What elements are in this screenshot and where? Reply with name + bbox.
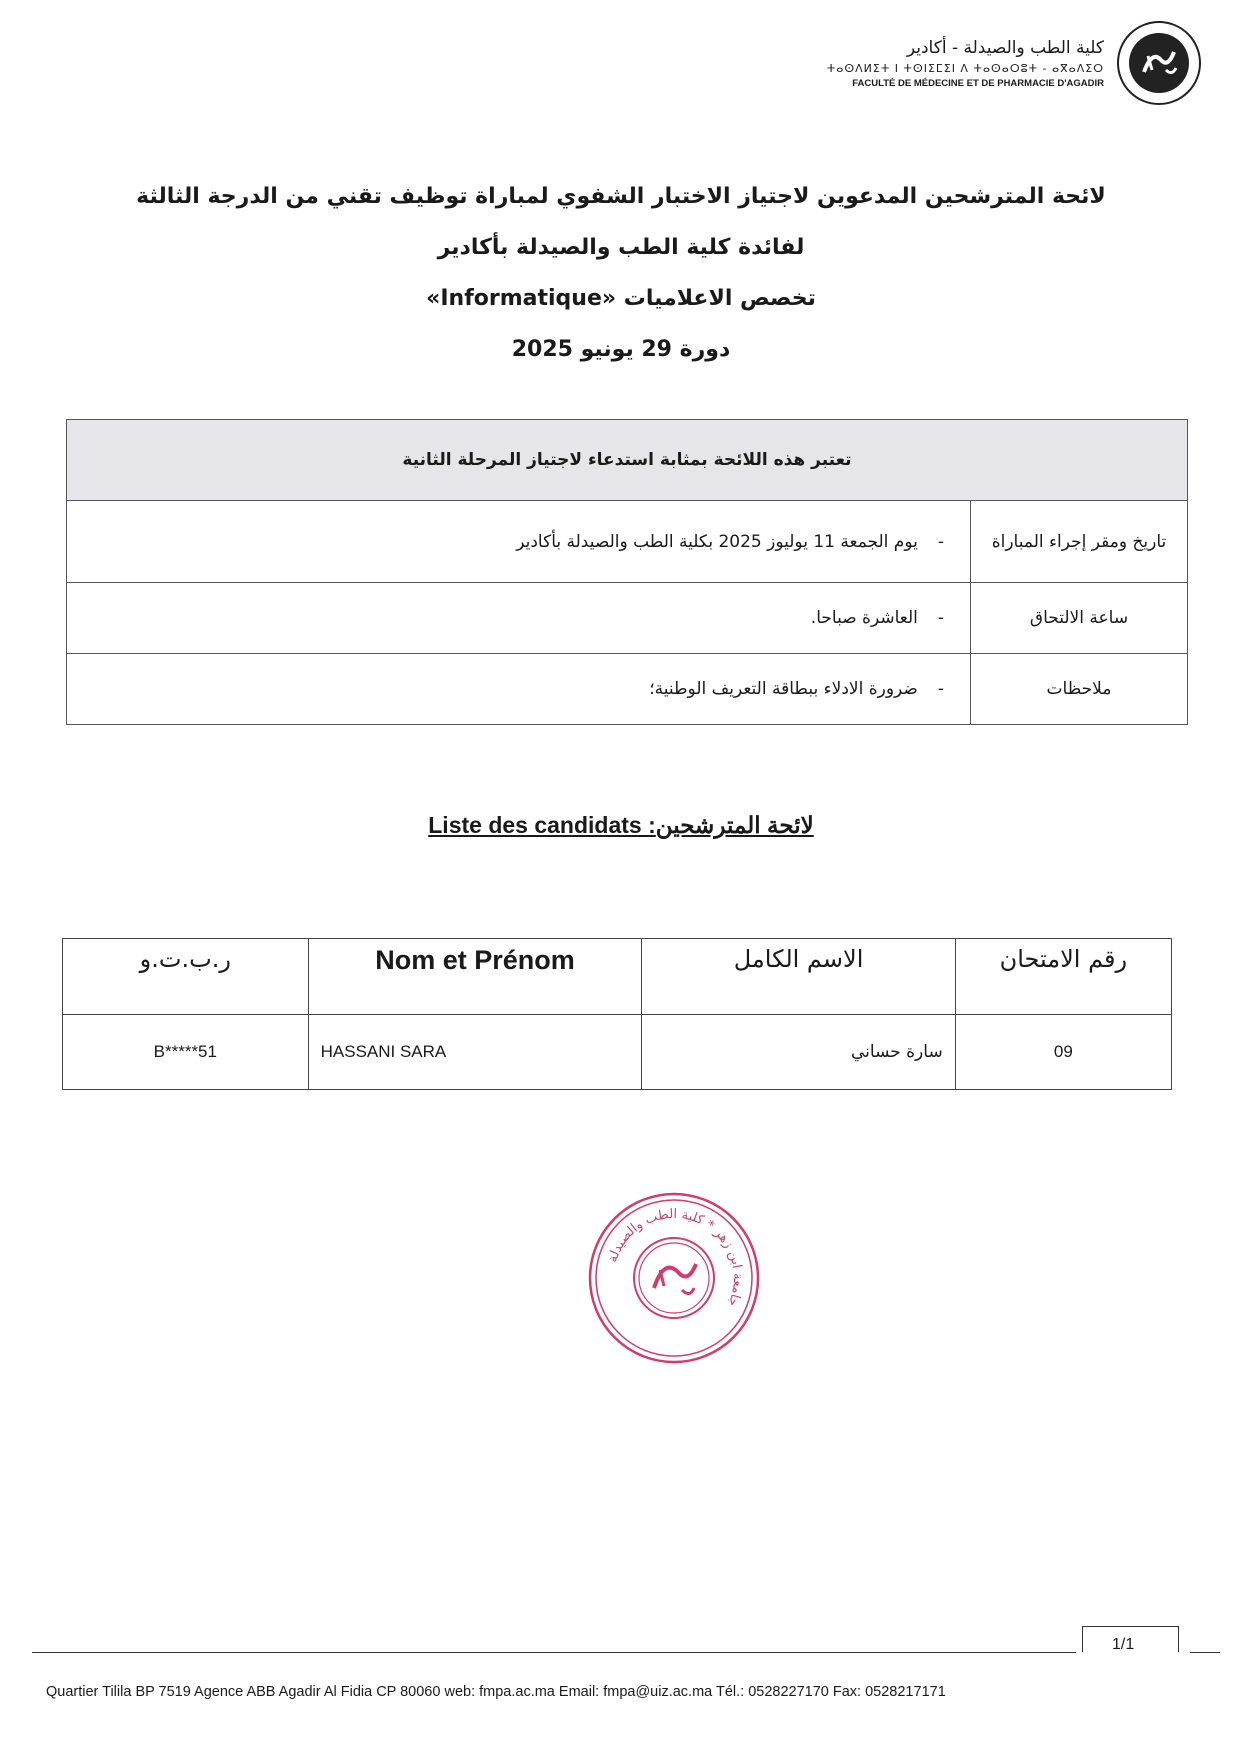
info-value-time bbox=[67, 583, 971, 654]
footer-rule bbox=[32, 1652, 1076, 1653]
col-header-full-name-ar: الاسم الكامل bbox=[642, 939, 955, 1015]
info-row-date-venue bbox=[67, 501, 1188, 583]
header-text bbox=[827, 38, 1104, 89]
info-row-time bbox=[67, 583, 1188, 654]
candidates-table bbox=[62, 938, 1172, 1090]
footer-address: Quartier Tilila BP 7519 Agence ABB Agadir Al Fidia CP 80060 web: fmpa.ac.ma Email: fmpa@uiz.ac.ma Tél.: 0528227170 Fax: 0528217171 bbox=[46, 1684, 946, 1700]
info-label-time: ساعة الالتحاق bbox=[971, 583, 1188, 654]
dash-marker: - bbox=[937, 531, 944, 552]
page-number: 1/1 bbox=[1112, 1636, 1135, 1653]
university-logo bbox=[1116, 20, 1202, 106]
convocation-info-table bbox=[66, 419, 1188, 725]
info-value-date-venue bbox=[67, 501, 971, 583]
title-block bbox=[0, 183, 1242, 387]
svg-text:جامعة ابن زهر * كلية الطب والص bbox=[605, 1207, 745, 1309]
dash-marker: - bbox=[937, 608, 944, 628]
stamp-text: جامعة ابن زهر * كلية الطب والصيدلة bbox=[605, 1206, 746, 1309]
table-row bbox=[63, 1015, 1172, 1090]
info-label-date-venue: تاريخ ومقر إجراء المباراة bbox=[971, 501, 1188, 583]
title-line-1: لائحة المترشحين المدعوين لاجتياز الاختبار الشفوي لمباراة توظيف تقني من الدرجة الثالثة bbox=[136, 184, 1106, 209]
col-header-exam-number: رقم الامتحان bbox=[955, 939, 1171, 1015]
dash-marker: - bbox=[937, 679, 944, 699]
info-value-text: يوم الجمعة 11 يوليوز 2025 بكلية الطب والصيدلة بأكادير bbox=[516, 531, 918, 552]
faculty-name-ar: كلية الطب والصيدلة - أكادير bbox=[906, 38, 1104, 58]
faculty-name-fr: FACULTÉ DE MÉDECINE ET DE PHARMACIE D'AGADIR bbox=[852, 78, 1104, 89]
title-line-3: تخصص الاعلاميات «Informatique» bbox=[426, 286, 816, 311]
footer-rule-right bbox=[1190, 1652, 1220, 1653]
cell-full-name-ar: سارة حساني bbox=[642, 1015, 955, 1090]
col-header-national-id: ر.ب.ت.و bbox=[63, 939, 309, 1015]
title-line-2: لفائدة كلية الطب والصيدلة بأكادير bbox=[437, 235, 805, 260]
info-label-notes: ملاحظات bbox=[971, 654, 1188, 725]
info-row-notes bbox=[67, 654, 1188, 725]
official-stamp bbox=[586, 1190, 762, 1366]
cell-name-fr: HASSANI SARA bbox=[308, 1015, 642, 1090]
info-value-notes bbox=[67, 654, 971, 725]
page-box-right bbox=[1178, 1626, 1179, 1652]
candidates-list-title: Liste des candidats :لائحة المترشحين bbox=[428, 812, 814, 838]
col-header-name-fr: Nom et Prénom bbox=[308, 939, 642, 1015]
info-table-header: تعتبر هذه اللائحة بمثابة استدعاء لاجتياز المرحلة الثانية bbox=[67, 420, 1188, 501]
cell-national-id: B*****51 bbox=[63, 1015, 309, 1090]
faculty-name-tz: ⵜⴰⵙⴷⵍⵉⵜ ⵏ ⵜⵙⵏⵉⵎⵉⵏ ⴷ ⵜⴰⵙⴰⵔⵓⵜ - ⴰⴳⴰⴷⵉⵔ bbox=[826, 62, 1104, 75]
info-value-text: العاشرة صباحا. bbox=[810, 608, 918, 628]
candidates-header-row bbox=[63, 939, 1172, 1015]
header bbox=[826, 20, 1202, 110]
info-value-text: ضرورة الادلاء ببطاقة التعريف الوطنية؛ bbox=[649, 679, 918, 699]
title-line-4: دورة 29 يونيو 2025 bbox=[511, 337, 731, 362]
cell-exam-number: 09 bbox=[955, 1015, 1171, 1090]
